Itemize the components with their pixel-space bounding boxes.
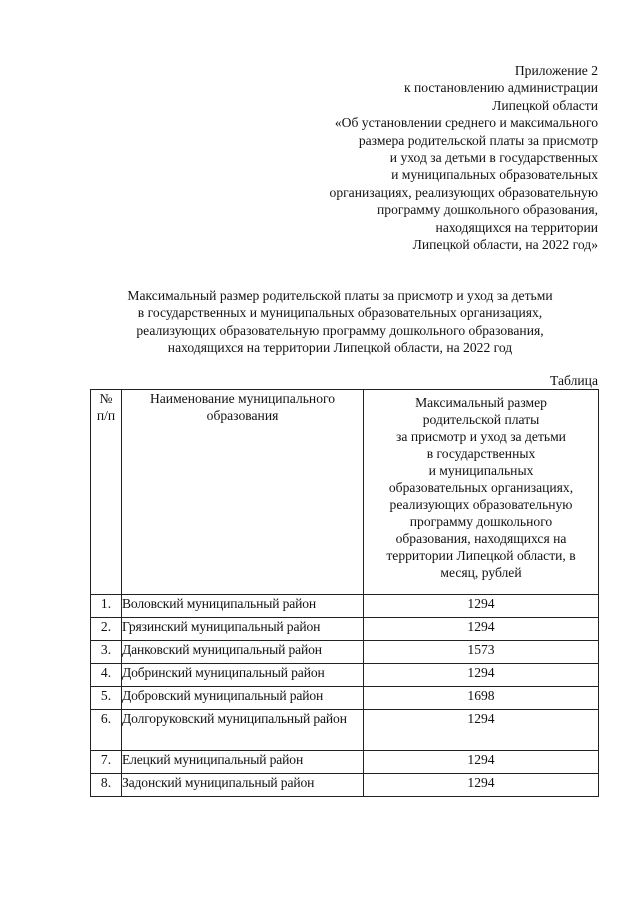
header-max-fee-line: территории Липецкой области, в: [386, 548, 576, 563]
header-number-line: №: [99, 391, 113, 406]
row-max-fee: 1294: [364, 595, 599, 618]
row-number: 4.: [91, 664, 122, 687]
title-line: находящихся на территории Липецкой области, на 2022 год: [167, 340, 513, 356]
row-number: 7.: [91, 751, 122, 774]
header-max-fee-line: Максимальный размер: [415, 395, 547, 410]
appendix-line: размера родительской платы за присмотр: [358, 132, 598, 148]
appendix-line: Липецкой области: [492, 97, 598, 113]
header-max-fee-line: за присмотр и уход за детьми: [396, 429, 566, 444]
header-max-fee-line: образования, находящихся на: [395, 531, 567, 546]
row-municipality: Данковский муниципальный район: [122, 641, 364, 664]
header-municipality: [122, 390, 364, 595]
appendix-line: и муниципальных образовательных: [391, 167, 598, 183]
row-number: 8.: [91, 774, 122, 797]
document-title: [60, 287, 620, 357]
row-max-fee: 1294: [364, 751, 599, 774]
appendix-line: и уход за детьми в государственных: [389, 150, 598, 166]
row-max-fee: 1294: [364, 618, 599, 641]
title-line: реализующих образовательную программу дошкольного образования,: [136, 322, 544, 338]
header-number: [91, 390, 122, 595]
row-municipality: Елецкий муниципальный район: [122, 751, 364, 774]
table-row: [91, 710, 599, 751]
row-number: 2.: [91, 618, 122, 641]
row-municipality: Добровский муниципальный район: [122, 687, 364, 710]
header-max-fee-line: и муниципальных: [428, 463, 534, 478]
header-max-fee-line: образовательных организациях,: [388, 480, 574, 495]
header-max-fee: [364, 390, 599, 595]
appendix-header: [268, 62, 598, 253]
table-row: [91, 664, 599, 687]
row-max-fee: 1294: [364, 774, 599, 797]
appendix-line: Приложение 2: [514, 63, 598, 78]
row-number: 6.: [91, 710, 122, 751]
row-number: 1.: [91, 595, 122, 618]
table-row: [91, 687, 599, 710]
title-line: в государственных и муниципальных образовательных организациях,: [137, 305, 543, 321]
header-max-fee-line: месяц, рублей: [440, 565, 522, 580]
header-number-line: п/п: [96, 408, 116, 423]
row-number: 3.: [91, 641, 122, 664]
title-line: Максимальный размер родительской платы за присмотр и уход за детьми: [127, 288, 553, 303]
row-max-fee: 1294: [364, 710, 599, 751]
header-max-fee-line: программу дошкольного: [409, 514, 553, 529]
appendix-line: организациях, реализующих образовательную: [329, 184, 598, 200]
table-row: [91, 595, 599, 618]
table-row: [91, 641, 599, 664]
row-municipality: Добринский муниципальный район: [122, 664, 364, 687]
table-caption: Таблица: [550, 373, 598, 388]
appendix-line: к постановлению администрации: [404, 80, 598, 96]
row-max-fee: 1294: [364, 664, 599, 687]
table-row: [91, 774, 599, 797]
row-municipality: Воловский муниципальный район: [122, 595, 364, 618]
header-max-fee-line: в государственных: [426, 446, 536, 461]
appendix-line: программу дошкольного образования,: [377, 202, 598, 218]
appendix-line: Липецкой области, на 2022 год»: [412, 237, 598, 253]
row-municipality: Грязинский муниципальный район: [122, 618, 364, 641]
row-municipality: Долгоруковский муниципальный район: [122, 710, 364, 751]
row-number: 5.: [91, 687, 122, 710]
row-municipality: Задонский муниципальный район: [122, 774, 364, 797]
appendix-line: «Об установлении среднего и максимального: [334, 115, 598, 131]
header-municipality-line: Наименование муниципального: [149, 391, 336, 406]
row-max-fee: 1698: [364, 687, 599, 710]
fee-table: [90, 389, 599, 797]
header-municipality-line: образования: [206, 408, 279, 423]
table-row: [91, 618, 599, 641]
header-max-fee-line: реализующих образовательную: [389, 497, 573, 512]
row-max-fee: 1573: [364, 641, 599, 664]
appendix-line: находящихся на территории: [435, 219, 598, 235]
header-max-fee-line: родительской платы: [422, 412, 540, 427]
table-row: [91, 751, 599, 774]
table-header-row: [91, 390, 599, 595]
